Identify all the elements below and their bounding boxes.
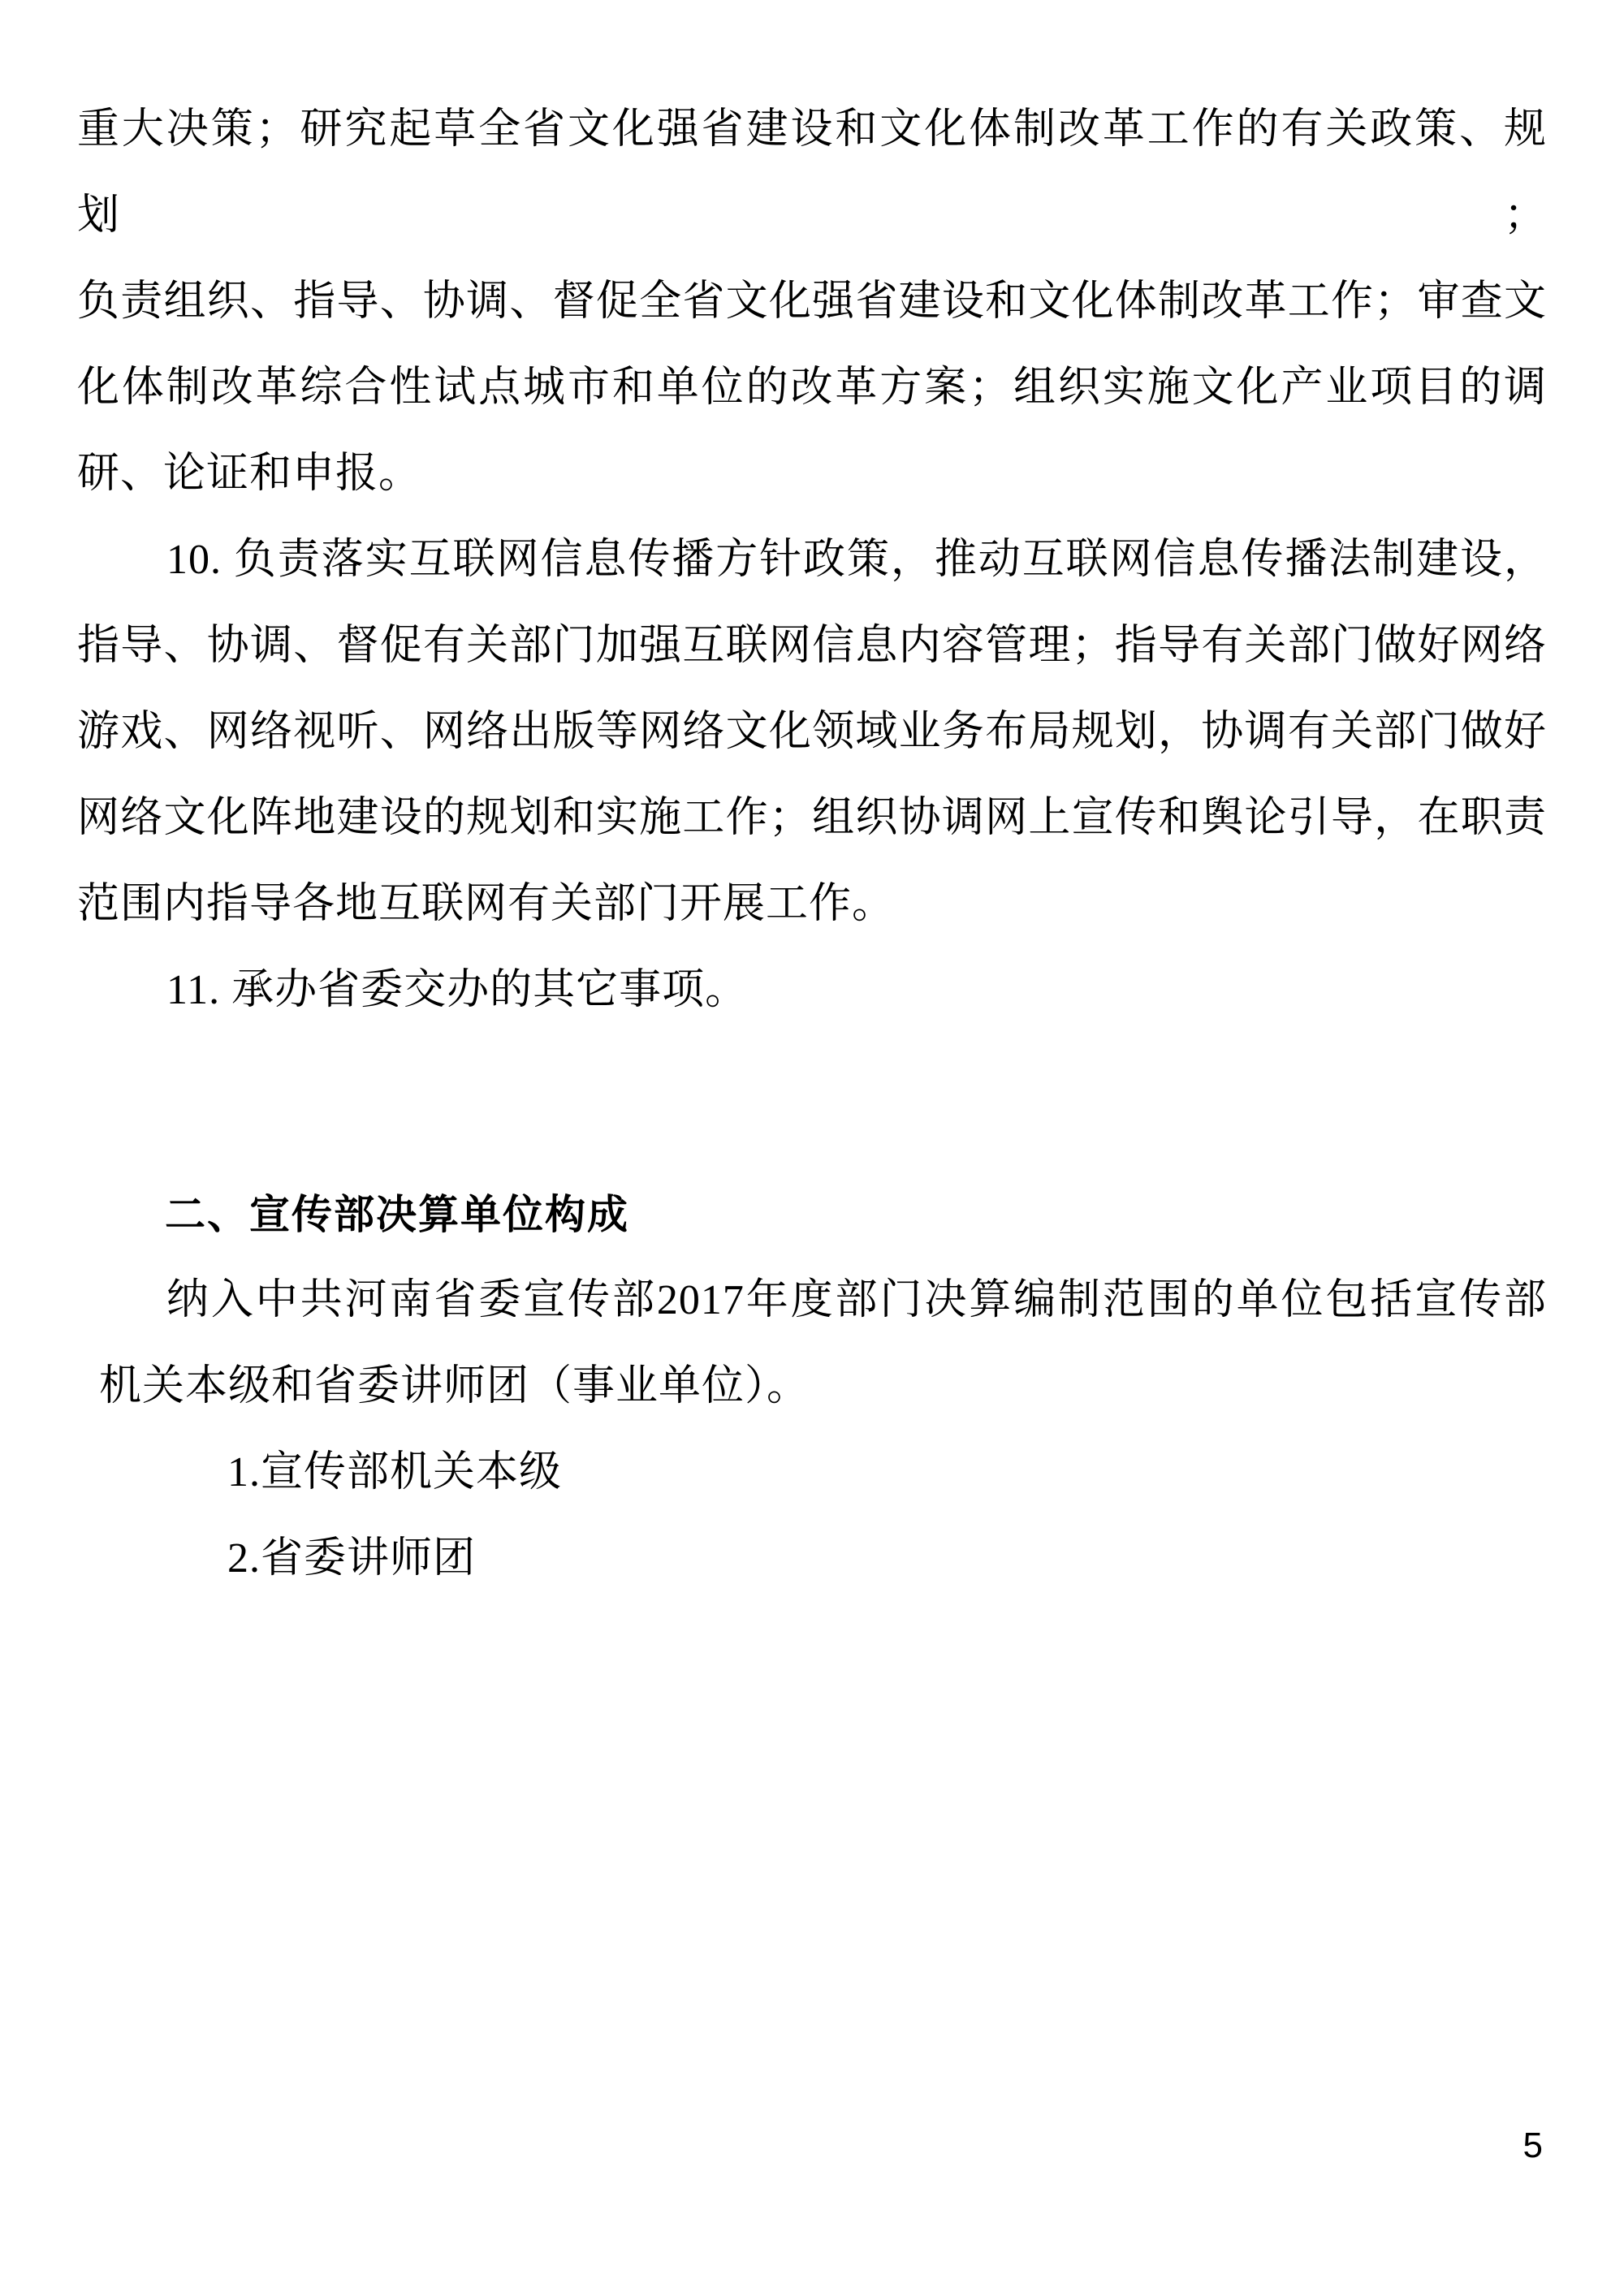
text-line: 化体制改革综合性试点城市和单位的改革方案；组织实施文化产业项目的调 (77, 365, 1547, 411)
section-spacer (77, 1034, 1547, 1172)
text-line: 重大决策；研究起草全省文化强省建设和文化体制改革工作的有关政策、规划； (77, 106, 1547, 239)
paragraph-item-11 (77, 947, 1547, 1034)
text-line: 研、论证和申报。 (77, 451, 422, 497)
text-line: 游戏、网络视听、网络出版等网络文化领域业务布局规划，协调有关部门做好 (77, 709, 1547, 755)
text-line: 指导、协调、督促有关部门加强互联网信息内容管理；指导有关部门做好网络 (77, 623, 1547, 669)
unit-list (77, 1430, 1547, 1602)
section-heading: 二、宣传部决算单位构成 (165, 1192, 629, 1237)
text-line: 负责组织、指导、协调、督促全省文化强省建设和文化体制改革工作；审查文 (77, 278, 1547, 325)
paragraph-item-10 (77, 517, 1547, 947)
text-line: 范围内指导各地互联网有关部门开展工作。 (77, 881, 896, 927)
document-body (77, 87, 1547, 1602)
text-line: 网络文化阵地建设的规划和实施工作；组织协调网上宣传和舆论引导，在职责 (77, 795, 1547, 841)
text-line: 11. 承办省委交办的其它事项。 (166, 967, 749, 1013)
text-line: 纳入中共河南省委宣传部2017年度部门决算编制范围的单位包括宣传部 (166, 1277, 1547, 1323)
paragraph-units-scope (77, 1258, 1547, 1430)
list-item: 2.省委讲师团 (227, 1535, 477, 1582)
page-number: 5 (1522, 2126, 1543, 2165)
text-line: 机关本级和省委讲师团（事业单位）。 (99, 1363, 810, 1409)
paragraph-continuation (77, 87, 1547, 517)
text-line: 10. 负责落实互联网信息传播方针政策，推动互联网信息传播法制建设， (166, 537, 1547, 583)
list-item: 1.宣传部机关本级 (227, 1449, 563, 1495)
